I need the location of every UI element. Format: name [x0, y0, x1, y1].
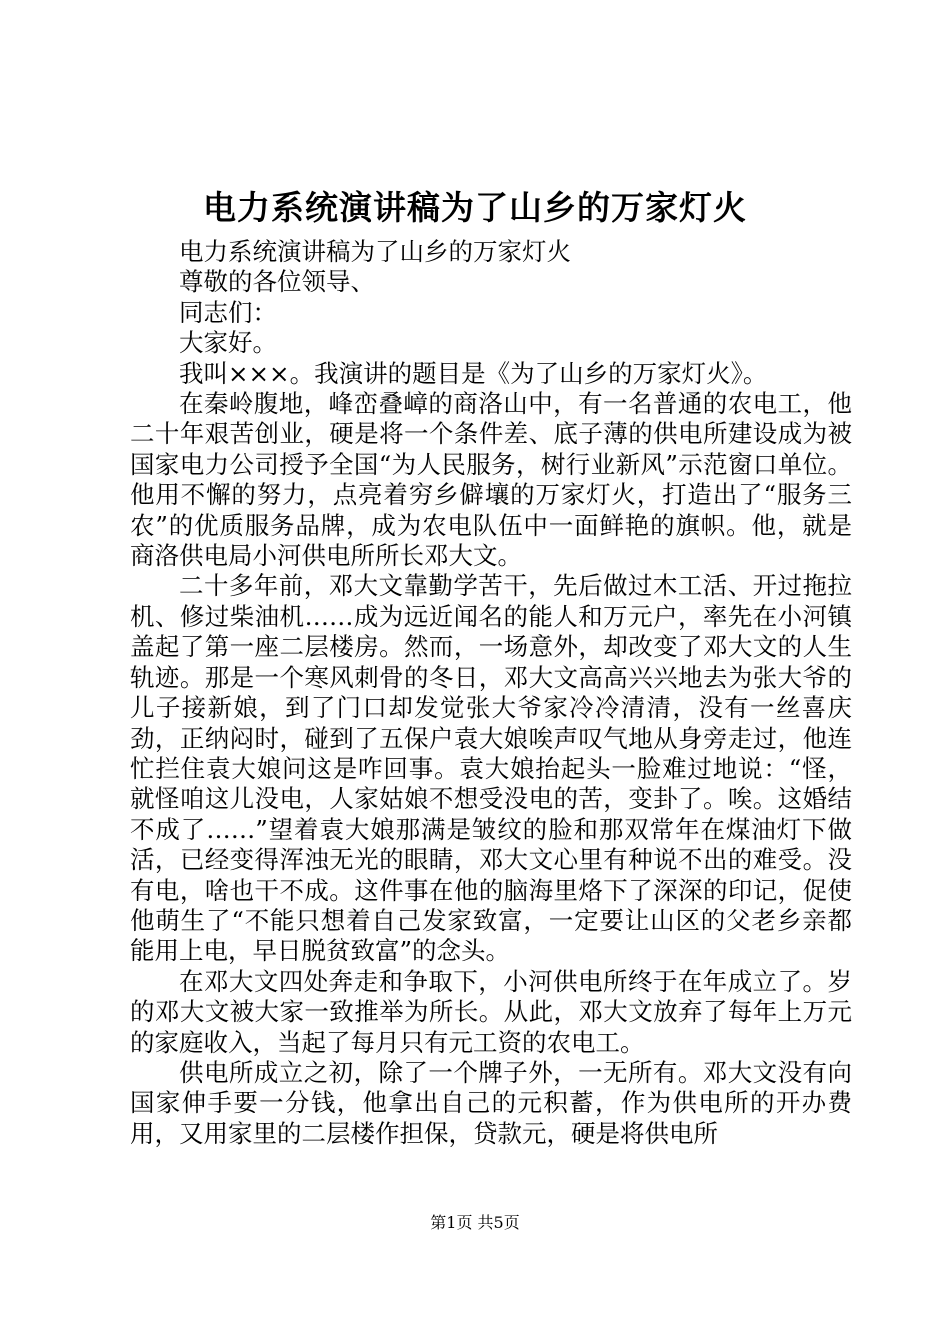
paragraph: 尊敬的各位领导、 — [179, 267, 375, 297]
page-footer: 第1页 共5页 — [430, 1213, 520, 1232]
document-body — [130, 237, 852, 1149]
paragraph: 大家好。 — [179, 328, 277, 358]
paragraph: 在秦岭腹地，峰峦叠嶂的商洛山中，有一名普通的农电工，他二十年艰苦创业，硬是将一个条件差、底子薄的供电所建设成为被国家电力公司授予全国“为人民服务，树行业新风”示范窗口单位。他用不懈的努力，点亮着穷乡僻壤的万家灯火，打造出了“服务三农”的优质服务品牌，成为农电队伍中一面鲜艳的旗帜。他，就是商洛供电局小河供电所所长邓大文。 — [130, 389, 852, 571]
paragraph: 供电所成立之初，除了一个牌子外，一无所有。邓大文没有向国家伸手要一分钱，他拿出自己的元积蓄，作为供电所的开办费用，又用家里的二层楼作担保，贷款元，硬是将供电所 — [130, 1057, 852, 1148]
document-title: 电力系统演讲稿为了山乡的万家灯火 — [203, 188, 747, 227]
paragraph: 在邓大文四处奔走和争取下，小河供电所终于在年成立了。岁的邓大文被大家一致推举为所长。从此，邓大文放弃了每年上万元的家庭收入，当起了每月只有元工资的农电工。 — [130, 966, 852, 1057]
paragraph: 电力系统演讲稿为了山乡的万家灯火 — [179, 237, 571, 266]
paragraph: 同志们： — [179, 297, 277, 327]
paragraph: 二十多年前，邓大文靠勤学苦干，先后做过木工活、开过拖拉机、修过柴油机……成为远近闻名的能人和万元户，率先在小河镇盖起了第一座二层楼房。然而，一场意外，却改变了邓大文的人生轨迹。那是一个寒风刺骨的冬日，邓大文高高兴兴地去为张大爷的儿子接新娘，到了门口却发觉张大爷家冷冷清清，没有一丝喜庆劲，正纳闷时，碰到了五保户袁大娘唉声叹气地从身旁走过，他连忙拦住袁大娘问这是咋回事。袁大娘抬起头一脸难过地说：“怪，就怪咱这儿没电，人家姑娘不想受没电的苦，变卦了。唉。这婚结不成了……”望着袁大娘那满是皱纹的脸和那双常年在煤油灯下做活，已经变得浑浊无光的眼睛，邓大文心里有种说不出的难受。没有电，啥也干不成。这件事在他的脑海里烙下了深深的印记，促使他萌生了“不能只想着自己发家致富，一定要让山区的父老乡亲都能用上电，早日脱贫致富”的念头。 — [130, 571, 852, 966]
paragraph: 我叫×××。我演讲的题目是《为了山乡的万家灯火》。 — [179, 358, 768, 388]
